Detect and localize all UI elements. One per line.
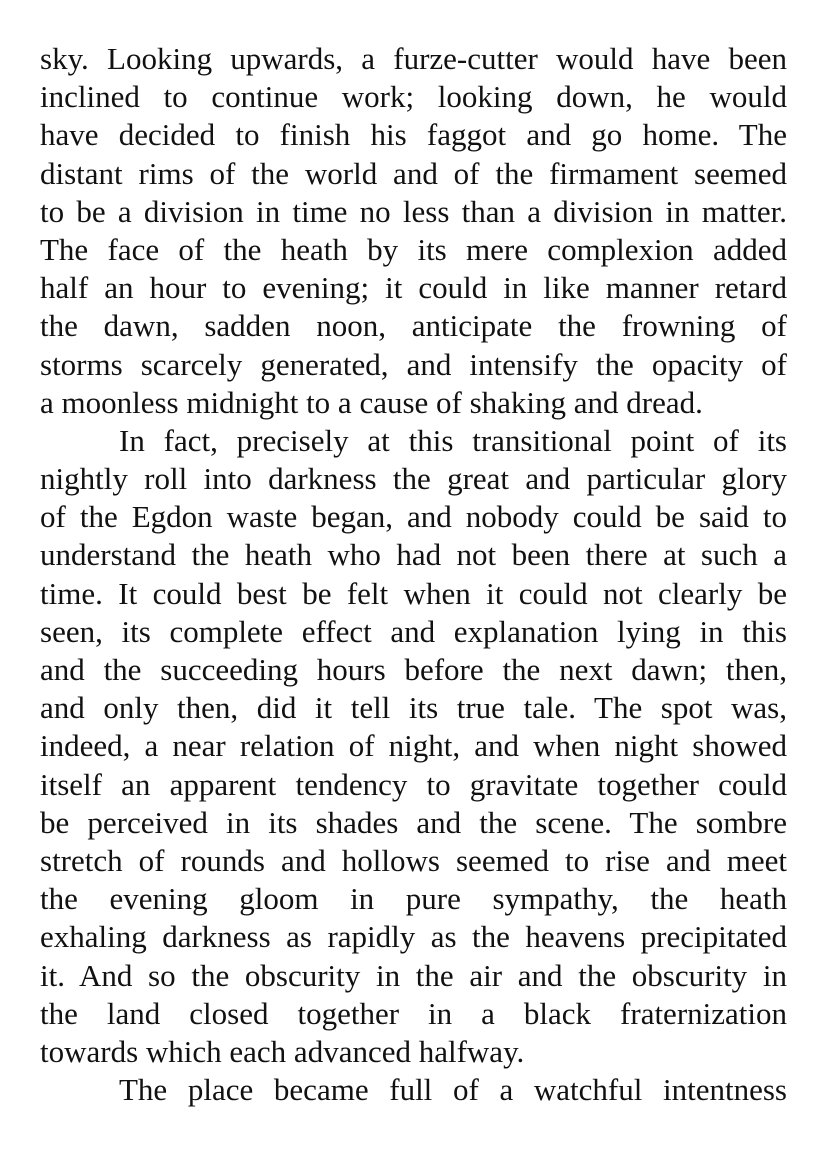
- text-line: distant rims of the world and of the firmament seemed: [40, 155, 787, 191]
- text-line: In fact, precisely at this transitional point of its: [119, 422, 787, 458]
- paragraph-2: [40, 422, 787, 1071]
- text-line: of the Egdon waste began, and nobody could be said to: [40, 499, 787, 535]
- text-line: it. And so the obscurity in the air and the obscurity in: [40, 957, 787, 993]
- text-line: have decided to finish his faggot and go home. The: [40, 117, 787, 153]
- text-line: indeed, a near relation of night, and when night showed: [40, 728, 787, 764]
- text-line: seen, its complete effect and explanation lying in this: [40, 613, 787, 649]
- text-line: time. It could best be felt when it could not clearly be: [40, 575, 787, 611]
- text-line: nightly roll into darkness the great and particular glory: [40, 461, 787, 497]
- text-line: storms scarcely generated, and intensify the opacity of: [40, 346, 787, 382]
- paragraph-1: [40, 40, 787, 422]
- text-line: exhaling darkness as rapidly as the heavens precipitated: [40, 919, 787, 955]
- text-line: and only then, did it tell its true tale. The spot was,: [40, 690, 787, 726]
- text-line: The face of the heath by its mere complexion added: [40, 231, 787, 267]
- text-line: to be a division in time no less than a division in matter.: [40, 193, 787, 229]
- text-line: be perceived in its shades and the scene. The sombre: [40, 804, 787, 840]
- text-line: and the succeeding hours before the next dawn; then,: [40, 652, 787, 687]
- text-line: sky. Looking upwards, a furze-cutter would have been: [40, 41, 787, 76]
- text-line: stretch of rounds and hollows seemed to rise and meet: [40, 842, 787, 878]
- text-line: The place became full of a watchful intentness: [119, 1072, 787, 1108]
- paragraph-3: [40, 1071, 787, 1109]
- text-line: a moonless midnight to a cause of shaking and dread.: [40, 384, 703, 420]
- document-page: [40, 40, 787, 1109]
- text-line: towards which each advanced halfway.: [40, 1033, 525, 1069]
- text-line: the land closed together in a black fraternization: [40, 995, 787, 1031]
- text-line: understand the heath who had not been there at such a: [40, 537, 787, 573]
- text-line: the dawn, sadden noon, anticipate the frowning of: [40, 308, 787, 344]
- text-line: itself an apparent tendency to gravitate together could: [40, 766, 787, 802]
- text-line: inclined to continue work; looking down, he would: [40, 79, 787, 115]
- text-line: the evening gloom in pure sympathy, the heath: [40, 881, 787, 917]
- text-line: half an hour to evening; it could in like manner retard: [40, 270, 787, 306]
